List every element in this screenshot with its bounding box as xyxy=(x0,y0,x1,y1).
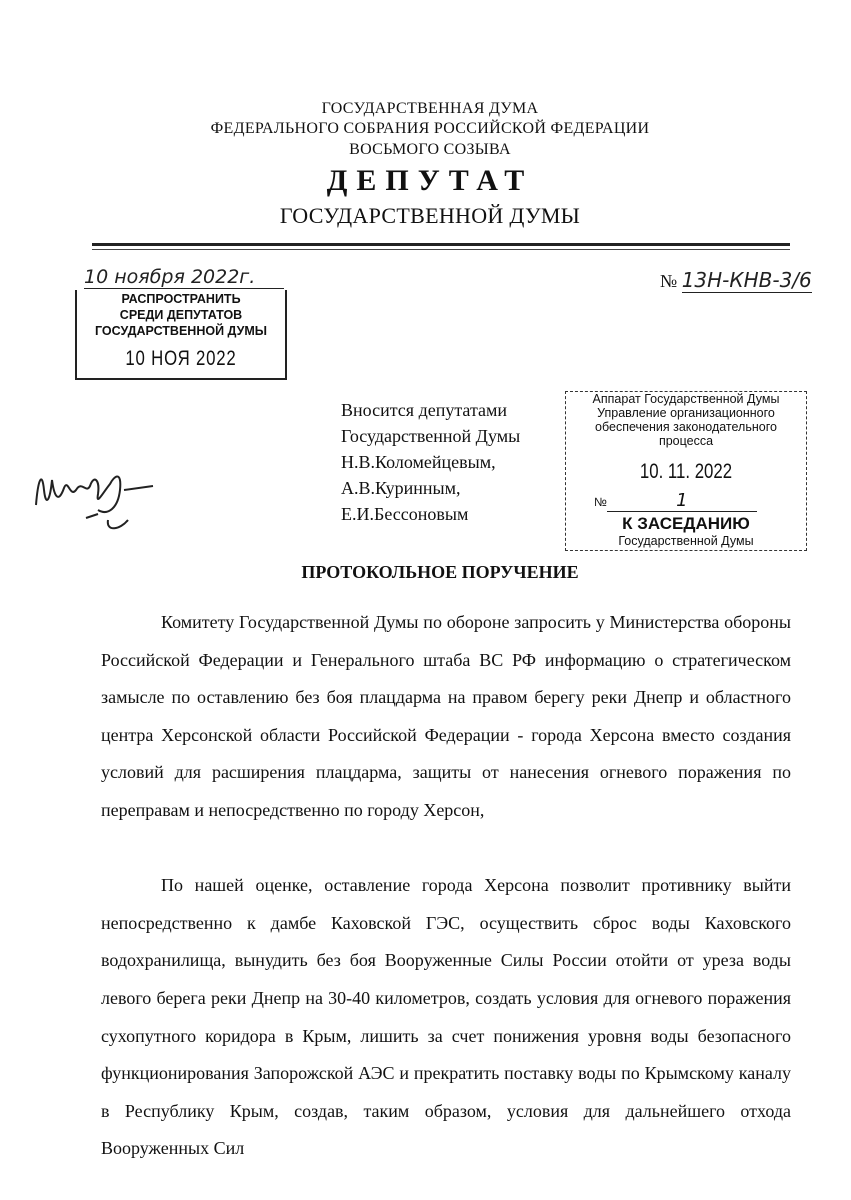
intro-line: Вносится депутатами Государственной Думы xyxy=(341,400,521,446)
header-rule xyxy=(92,243,790,246)
stamp-date: 10 НОЯ 2022 xyxy=(125,347,237,370)
stamp-footer: Государственной Думы xyxy=(618,534,754,548)
stamp-line: РАСПРОСТРАНИТЬ xyxy=(121,292,241,306)
intro-name: А.В.Куринным, xyxy=(341,478,461,498)
stamp-date: 10. 11. 2022 xyxy=(639,460,733,483)
document-body xyxy=(101,604,791,1168)
stamp-line: ГОСУДАРСТВЕННОЙ ДУМЫ xyxy=(94,324,268,338)
paragraph-2: По нашей оценке, оставление города Херсона позволит противнику выйти непосредственно к дамбе Каховской ГЭС, осуществить сброс воды Каховского водохранилища, вынудить без боя Вооруженные Силы России отойти от уреза воды левого берега реки Днепр на 30-40 километров, создать условия для огневого поражения сухопутного коридора в Крым, лишить за счет понижения уровня воды безопасного функционирования Запорожской АЭС и прекратить поставку воды по Крымскому каналу в Республику Крым, создав, таким образом, условия для дальнейшего отхода Вооруженных Сил xyxy=(101,875,791,1159)
stamp-line: СРЕДИ ДЕПУТАТОВ xyxy=(119,308,243,322)
signature-icon xyxy=(28,450,228,535)
intro-name: Н.В.Коломейцевым, xyxy=(341,452,496,472)
number-prefix: № xyxy=(660,271,678,291)
doc-number xyxy=(660,268,812,292)
letterhead-line1: ГОСУДАРСТВЕННАЯ ДУМА xyxy=(321,100,539,117)
registry-stamp xyxy=(565,391,807,551)
letterhead-line2: ФЕДЕРАЛЬНОГО СОБРАНИЯ РОССИЙСКОЙ ФЕДЕРАЦИИ xyxy=(210,120,650,137)
letterhead-line3: ВОСЬМОГО СОЗЫВА xyxy=(349,141,511,158)
header-rule-thin xyxy=(92,249,790,250)
distribute-stamp xyxy=(75,290,287,380)
letterhead-subtitle: ГОСУДАРСТВЕННОЙ ДУМЫ xyxy=(279,203,581,228)
document-title: ПРОТОКОЛЬНОЕ ПОРУЧЕНИЕ xyxy=(301,562,579,582)
stamp-number-value: 1 xyxy=(607,490,757,512)
stamp-line: Аппарат Государственной Думы xyxy=(592,392,780,406)
stamp-line: процесса xyxy=(658,434,714,448)
stamp-number xyxy=(566,490,806,512)
stamp-line: Управление организационного xyxy=(597,406,775,420)
date-handwritten: 10 ноября 2022г. xyxy=(84,266,284,289)
number-value: 13Н-КНВ-3/6 xyxy=(681,268,812,292)
paragraph-1: Комитету Государственной Думы по обороне запросить у Министерства обороны Российской Федерации и Генерального штаба ВС РФ информацию о стратегическом замысле по оставлению без боя плацдарма на правом берегу реки Днепр и областного центра Херсонской области Российской Федерации - города Херсона вместо создания условий для расширения плацдарма, защиты от нанесения огневого поражения по переправам и непосредственно по городу Херсон, xyxy=(101,612,791,820)
stamp-heading: К ЗАСЕДАНИЮ xyxy=(622,514,750,533)
stamp-number-label: № xyxy=(594,495,607,509)
letterhead-title: ДЕПУТАТ xyxy=(326,164,534,197)
introduced-by xyxy=(341,397,556,527)
intro-name: Е.И.Бессоновым xyxy=(341,504,469,524)
stamp-line: обеспечения законодательного xyxy=(595,420,777,434)
